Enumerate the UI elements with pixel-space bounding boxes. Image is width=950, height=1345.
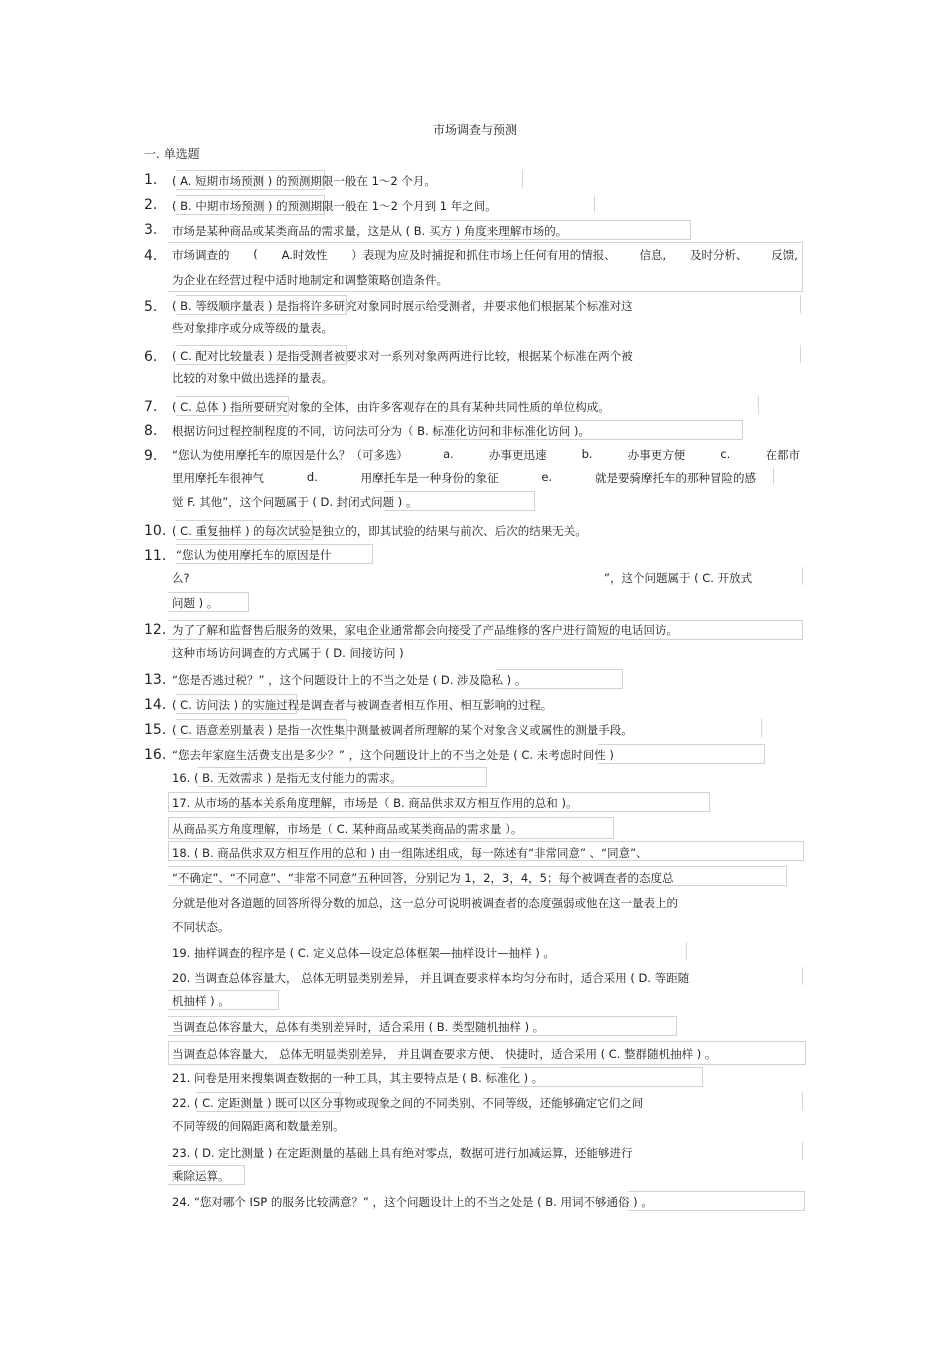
question-6-line-1: ( C. 配对比较量表 ) 是指受测者被要求对一系列对象两两进行比较，根据某个标准在两个被 <box>172 349 633 363</box>
question-24: 24. “您对哪个 ISP 的服务比较满意？” ，这个问题设计上的不当之处是 ( B. 用词不够通俗 ) 。 <box>172 1195 653 1209</box>
question-23-line-1: 23. ( D. 定比测量 ) 在定距测量的基础上具有绝对零点，数据可进行加减运算，还能够进行 <box>172 1146 633 1160</box>
question-9-line-2 <box>172 470 756 486</box>
answer-box <box>168 792 710 812</box>
section-heading: 一. 单选题 <box>144 147 200 161</box>
text-span: 办事更方便 <box>627 448 686 462</box>
question-20c: 当调查总体容量大， 总体无明显类别差异， 并且调查要求方便、 快捷时，适合采用 ( C. 整群随机抽样 ) 。 <box>172 1047 717 1061</box>
question-10: ( C. 重复抽样 ) 的每次试验是独立的，即其试验的结果与前次、后次的结果无关。 <box>172 524 587 538</box>
question-number: 6. <box>144 349 158 365</box>
question-11-line-2b: ”，这个问题属于 ( C. 开放式 <box>604 571 753 585</box>
text-divider <box>802 1092 803 1110</box>
question-number: 15. <box>144 722 167 738</box>
question-20-line-2: 机抽样 ) 。 <box>172 994 230 1008</box>
text-span: ）表现为应及时捕捉和抓住市场上任何有用的情报、 <box>351 248 616 262</box>
answer-box <box>168 1041 806 1065</box>
answer-box <box>440 420 743 440</box>
answer-box <box>168 1165 245 1185</box>
question-11-line-1: “您认为使用摩托车的原因是什 <box>176 548 332 562</box>
text-divider <box>686 942 687 960</box>
question-8: 根据访问过程控制程度的不同，访问法可分为（ B. 标准化访问和非标准化访问 )。 <box>172 424 590 438</box>
question-2: ( B. 中期市场预测 ) 的预测期限一般在 1～2 个月到 1 年之间。 <box>172 199 497 213</box>
page-title: 市场调查与预测 <box>432 123 517 137</box>
answer-box <box>496 669 623 689</box>
answer-text: A.时效性 <box>281 248 328 262</box>
text-span: 信息, <box>639 248 667 262</box>
question-9-line-3: 觉 F. 其他”，这个问题属于 ( D. 封闭式问题 ) 。 <box>172 495 418 509</box>
answer-box <box>168 990 279 1010</box>
question-11-line-2a: 么? <box>172 571 190 585</box>
answer-box <box>168 242 803 292</box>
answer-box <box>176 694 297 714</box>
answer-box <box>196 1092 341 1112</box>
text-divider <box>802 567 803 585</box>
question-21: 21. 问卷是用来搜集调查数据的一种工具，其主要特点是 ( B. 标准化 ) 。 <box>172 1071 544 1085</box>
question-number: 4. <box>144 248 158 264</box>
text-divider <box>800 345 801 363</box>
question-22-line-1: 22. ( C. 定距测量 ) 既可以区分事物或现象之间的不同类别、不同等级，还能够确定它们之间 <box>172 1096 644 1110</box>
text-span: e. <box>541 470 553 484</box>
question-15: ( C. 语意差别量表 ) 是指一次性集中测量被调者所理解的某个对象含义或属性的测量手段。 <box>172 723 633 737</box>
question-number: 8. <box>144 423 158 439</box>
text-span: a. <box>443 447 454 461</box>
text-span: 及时分析、 <box>689 248 748 262</box>
answer-box <box>176 170 325 190</box>
question-18-line-4: 不同状态。 <box>172 920 230 934</box>
text-span: “您认为使用摩托车的原因是什么？（可多选） <box>172 448 408 462</box>
question-1: ( A. 短期市场预测 ) 的预测期限一般在 1～2 个月。 <box>172 174 436 188</box>
answer-box <box>440 220 691 240</box>
text-span: b. <box>581 447 593 461</box>
answer-box <box>176 195 325 215</box>
answer-box <box>176 719 347 739</box>
answer-box <box>628 1191 805 1211</box>
question-number: 16. <box>144 747 167 763</box>
question-12-line-2: 这种市场访问调查的方式属于 ( D. 间接访问 ) <box>172 646 404 660</box>
text-span: 就是要骑摩托车的那种冒险的感 <box>594 471 756 485</box>
question-9-line-1 <box>172 447 800 463</box>
answer-box <box>168 866 787 886</box>
answer-box <box>168 1016 677 1036</box>
question-18-line-1: 18. ( B. 商品供求双方相互作用的总和 ) 由一组陈述组成，每一陈述有“非常同意” 、“同意”、 <box>172 846 648 860</box>
text-span: 市场调查的 <box>172 248 230 262</box>
question-4-line-2: 为企业在经营过程中适时地制定和调整策略创造条件。 <box>172 273 448 287</box>
question-7: ( C. 总体 ) 指所要研究对象的全体，由许多客观存在的具有某种共同性质的单位构成。 <box>172 400 610 414</box>
text-divider <box>594 195 595 213</box>
question-number: 5. <box>144 299 158 315</box>
question-19: 19. 抽样调查的程序是 ( C. 定义总体—设定总体框架—抽样设计—抽样 ) 。 <box>172 946 555 960</box>
answer-box <box>168 620 803 640</box>
text-span: ( <box>253 247 258 261</box>
text-span: 用摩托车是一种身份的象征 <box>360 471 499 485</box>
question-number: 9. <box>144 448 158 464</box>
answer-box <box>168 592 249 612</box>
question-number: 11. <box>144 548 167 564</box>
question-23-line-2: 乘除运算。 <box>172 1169 230 1183</box>
text-divider <box>773 467 774 485</box>
text-divider <box>522 170 523 188</box>
question-16b: 16. ( B. 无效需求 ) 是指无支付能力的需求。 <box>172 771 402 785</box>
text-span: 在都市 <box>765 448 800 462</box>
text-span: 反馈, <box>771 248 798 262</box>
question-6-line-2: 比较的对象中做出选择的量表。 <box>172 371 333 385</box>
answer-box <box>176 544 373 564</box>
answer-box <box>500 1067 703 1087</box>
question-number: 12. <box>144 622 167 638</box>
question-17: 17. 从市场的基本关系角度理解，市场是（ B. 商品供求双方相互作用的总和 )。 <box>172 796 578 810</box>
text-divider <box>761 719 762 737</box>
question-number: 13. <box>144 672 167 688</box>
text-span: 里用摩托车很神气 <box>172 471 264 485</box>
question-18-line-2: “不确定”、“不同意”、“非常不同意”五种回答，分别记为 1，2，3，4，5；每个被调查者的态度总 <box>172 871 674 885</box>
answer-box <box>176 520 313 540</box>
text-span: 办事更迅速 <box>488 448 547 462</box>
question-20-line-1: 20. 当调查总体容量大， 总体无明显类别差异， 并且调查要求样本均匀分布时，适合采用 ( D. 等距随 <box>172 971 690 985</box>
question-number: 7. <box>144 399 158 415</box>
answer-box <box>384 491 535 511</box>
question-5-line-1: ( B. 等级顺序量表 ) 是指将许多研究对象同时展示给受测者，并要求他们根据某个标准对这 <box>172 299 633 313</box>
text-divider <box>802 967 803 985</box>
question-number: 3. <box>144 222 158 238</box>
question-number: 10. <box>144 523 167 539</box>
question-18-line-3: 分就是他对各道题的回答所得分数的加总，这一总分可说明被调查者的态度强弱或他在这一量表上的 <box>172 896 678 910</box>
question-16: “您去年家庭生活费支出是多少？” ，这个问题设计上的不当之处是 ( C. 未考虑时间性 ) <box>172 748 614 762</box>
question-22-line-2: 不同等级的间隔距离和数量差别。 <box>172 1119 345 1133</box>
text-span: c. <box>720 447 731 461</box>
answer-box <box>176 345 347 365</box>
question-number: 1. <box>144 172 158 188</box>
question-13: “您是否逃过税？” ，这个问题设计上的不当之处是 ( D. 涉及隐私 ) 。 <box>172 673 527 687</box>
question-12-line-1: 为了了解和监督售后服务的效果，家电企业通常都会向接受了产品维修的客户进行简短的电话回访。 <box>172 623 678 637</box>
answer-box <box>168 841 804 861</box>
question-number: 2. <box>144 197 158 213</box>
text-divider <box>758 396 759 414</box>
text-divider <box>800 295 801 313</box>
question-number: 14. <box>144 697 167 713</box>
question-17b: 从商品买方角度理解，市场是（ C. 某种商品或某类商品的需求量 ）。 <box>172 822 523 836</box>
text-span: d. <box>306 470 318 484</box>
answer-box <box>176 295 347 315</box>
question-11-line-3: 问题 ) 。 <box>172 596 219 610</box>
question-5-line-2: 些对象排序或分成等级的量表。 <box>172 321 333 335</box>
answer-box <box>176 396 289 416</box>
answer-box <box>168 817 614 839</box>
question-3: 市场是某种商品或某类商品的需求量，这是从 ( B. 买方 ) 角度来理解市场的。 <box>172 224 568 238</box>
answer-box <box>198 767 487 787</box>
answer-box <box>598 744 765 764</box>
question-20b: 当调查总体容量大，总体有类别差异时，适合采用 ( B. 类型随机抽样 ) 。 <box>172 1020 545 1034</box>
question-14: ( C. 访问法 ) 的实施过程是调查者与被调查者相互作用、相互影响的过程。 <box>172 698 553 712</box>
text-divider <box>802 1142 803 1160</box>
